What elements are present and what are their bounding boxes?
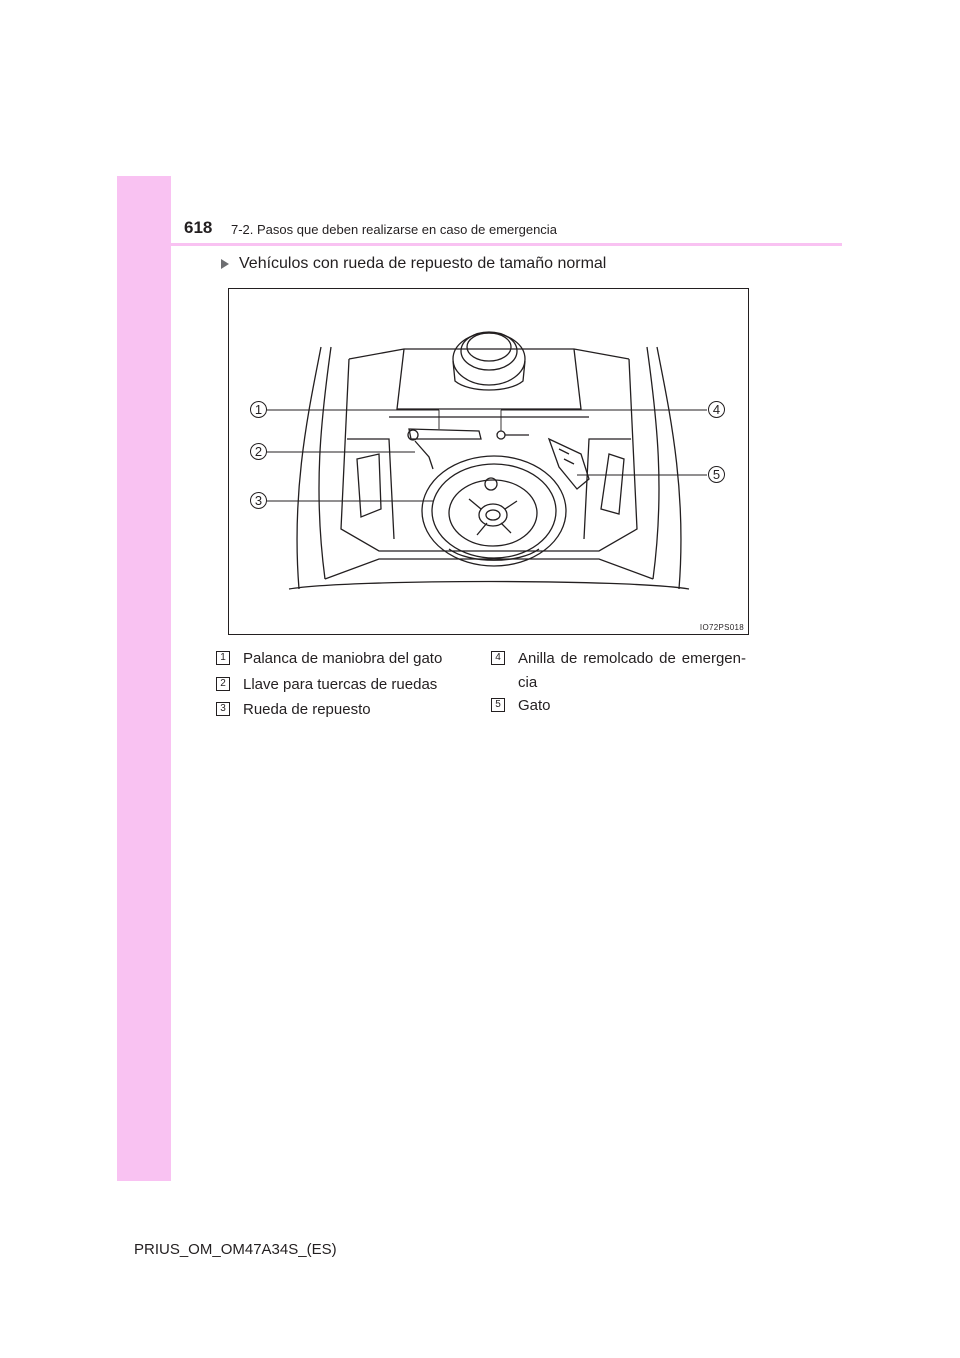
callout-4: 4 — [708, 401, 725, 418]
legend-text: Anilla de remolcado de emergen-cia — [518, 650, 746, 691]
callout-5: 5 — [708, 466, 725, 483]
legend-item-2 — [216, 673, 471, 697]
legend-number: 5 — [491, 698, 505, 712]
legend-text: Llave para tuercas de ruedas — [243, 676, 438, 693]
legend-text: Rueda de repuesto — [243, 701, 371, 718]
legend-item-5 — [491, 694, 746, 718]
side-tab-band — [117, 176, 171, 1181]
legend-text: Palanca de maniobra del gato — [243, 650, 443, 667]
legend-number: 1 — [216, 651, 230, 665]
document-footer-code: PRIUS_OM_OM47A34S_(ES) — [134, 1241, 337, 1258]
legend-item-3 — [216, 698, 471, 722]
callout-2: 2 — [250, 443, 267, 460]
subheading-text: Vehículos con rueda de repuesto de tamaño normal — [239, 255, 607, 272]
legend-number: 4 — [491, 651, 505, 665]
section-title: 7-2. Pasos que deben realizarse en caso de emergencia — [231, 222, 557, 237]
callout-3: 3 — [250, 492, 267, 509]
legend-text: Gato — [518, 697, 551, 714]
legend-number: 3 — [216, 702, 230, 716]
legend-number: 2 — [216, 677, 230, 691]
subheading — [221, 255, 606, 273]
trunk-illustration — [228, 288, 749, 635]
legend-item-1 — [216, 647, 471, 671]
callout-1: 1 — [250, 401, 267, 418]
trunk-drawing — [229, 289, 748, 634]
triangle-bullet-icon — [221, 259, 229, 269]
header-rule — [117, 243, 842, 246]
page-number: 618 — [184, 218, 213, 237]
legend-item-4 — [491, 647, 746, 695]
figure-code: IO72PS018 — [699, 623, 744, 632]
